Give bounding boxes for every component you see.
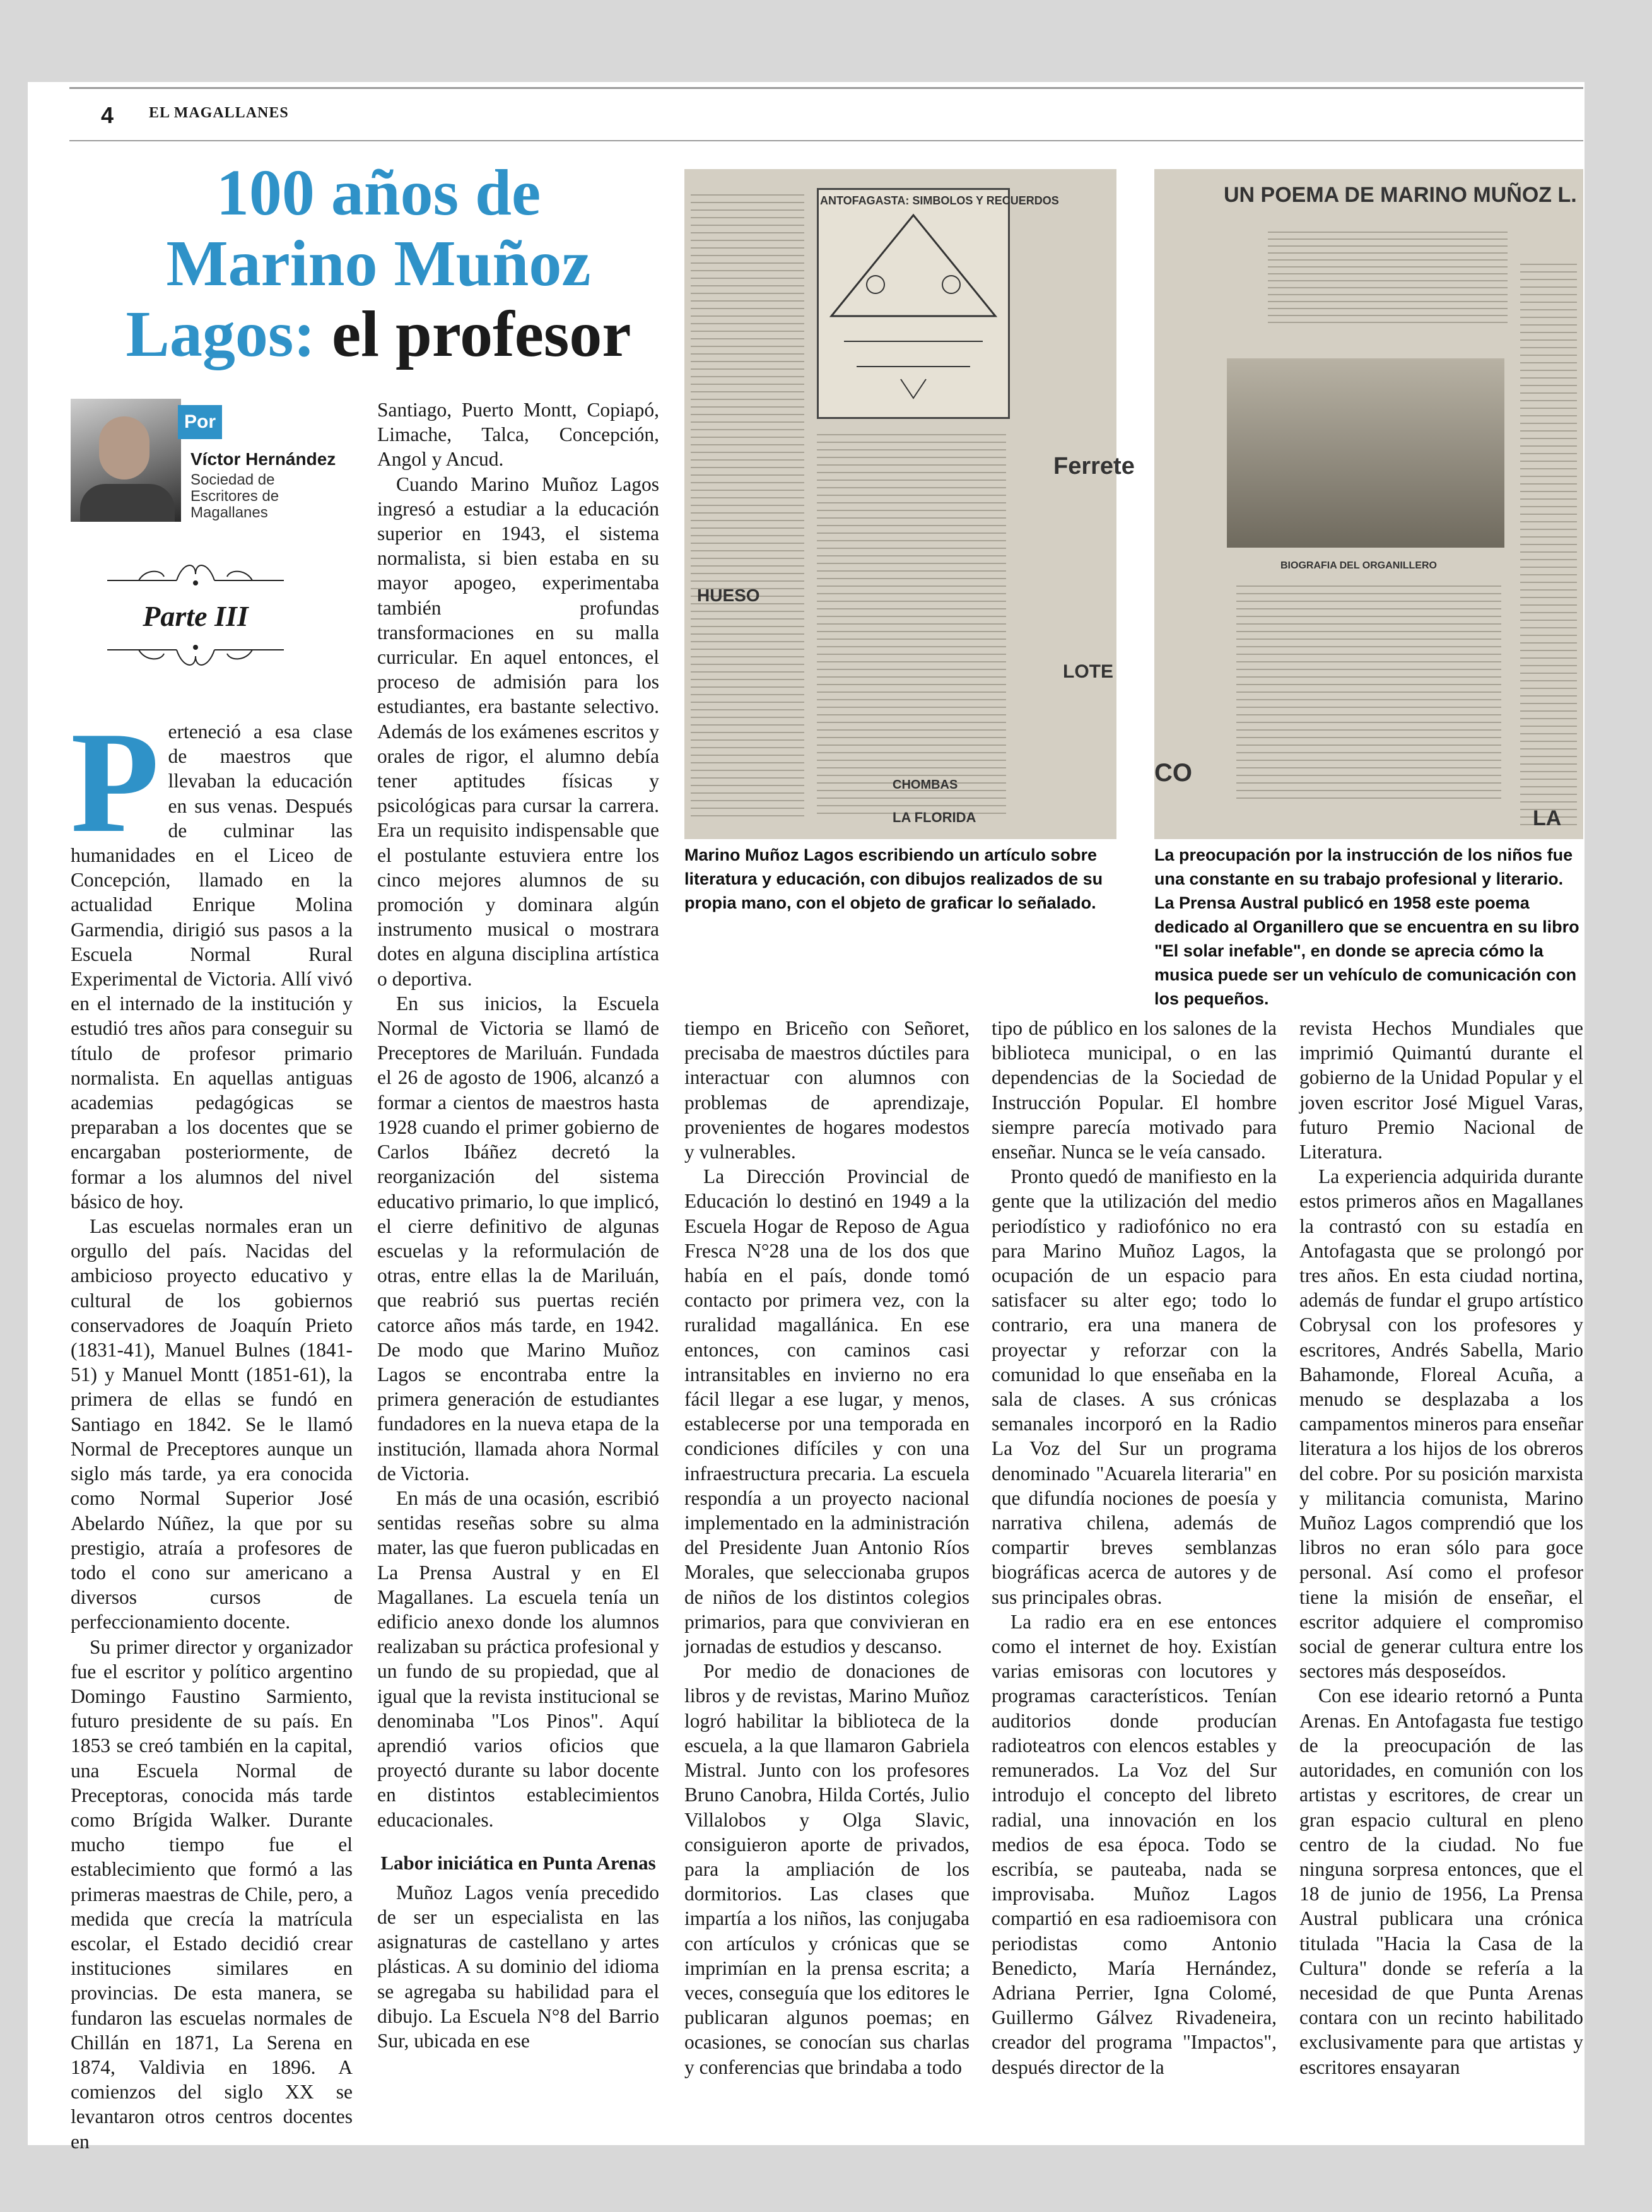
author-photo	[71, 399, 181, 522]
caption-left: Marino Muñoz Lagos escribiendo un artículo sobre literatura y educación, con dibujos realizados de su propia mano, con el objeto de graficar lo señalado.	[684, 845, 1103, 912]
title-line-2: Marino Muñoz	[166, 227, 591, 300]
text-block	[1520, 257, 1577, 825]
caption-right: La preocupación por la instrucción de los niños fue una constante en su trabajo profesional y literario. La Prensa Austral publicó en 1958 este poema dedicado al Organillero que se encuentra en su libro "El solar inefable", en donde se aprecia cómo la musica puede ser un vehículo de comunicación con los pequeños.	[1154, 845, 1579, 1008]
paragraph: En más de una ocasión, escribió sentidas reseñas sobre su alma mater, las que fueron publicadas en La Prensa Austral y en El Magallanes. La escuela tenía un edificio anexo donde los alumnos realizaban su práctica profesional y un fundo de su propiedad, que al igual que la revista institucional se denominaba "Los Pinos". Aquí aprendió varios oficios que proyectó durante su labor docente en distintos establecimientos educacionales.	[377, 1486, 659, 1831]
ornament-bottom-icon	[101, 637, 290, 675]
paragraph: La Dirección Provincial de Educación lo destinó en 1949 a la Escuela Hogar de Reposo de Agua Fresca N°28 una de los dos que había en el país, donde tomó contacto por primera vez, con la ruralidad magallánica. En ese entonces, con caminos casi intransitables en invierno no era fácil llegar a ese lugar, y menos, establecerse por una temporada en condiciones difíciles y con una infraestructura precaria. La escuela respondía a un proyecto nacional implementado en la administración del Presidente Juan Antonio Ríos Morales, que seleccionaba grupos de niños de los distintos colegios primarios, para que convivieran en jornadas de estudios y descanso.	[684, 1165, 970, 1658]
children-drawing-icon	[819, 190, 1008, 417]
section-label: Parte III	[143, 600, 249, 632]
header-top-rule	[69, 87, 1583, 89]
text-block	[1236, 579, 1501, 800]
paragraph-text: erteneció a esa clase de maestros que llevaban la educación en sus venas. Después de culminar las humanidades en el Liceo de Concepción, llamado en la actualidad Enrique Molina Garmendia, dirigió sus pasos a la Escuela Normal Rural Experimental de Victoria. Allí vivó en el internado de la institución y estudió tres años para conseguir su título de profesor primario normalista. En aquellas antiguas academias pedagógicas se preparaban a los docentes que se encargaban posteriormente, de formar a los alumnos del nivel básico de hoy.	[71, 721, 353, 1213]
author-affiliation: Sociedad de Escritores de Magallanes	[190, 471, 279, 521]
paragraph: revista Hechos Mundiales que imprimió Quimantú durante el gobierno de la Unidad Popular y el joven escritor José Miguel Varas, futuro Premio Nacional de Literatura.	[1299, 1017, 1583, 1163]
ornament-top-icon	[101, 555, 290, 593]
page-header	[69, 90, 1583, 140]
text-block	[691, 188, 804, 819]
ad-text: LA FLORIDA	[893, 809, 976, 825]
subheading: Labor iniciática en Punta Arenas	[380, 1851, 656, 1874]
title-line-1: 100 años de	[216, 156, 541, 229]
clipping-subhead: BIOGRAFIA DEL ORGANILLERO	[1280, 560, 1437, 571]
ad-text: LOTE	[1063, 661, 1113, 682]
paragraph: En sus inicios, la Escuela Normal de Victoria se llamó de Preceptores de Mariluán. Fundada el 26 de agosto de 1906, alcanzó a formar a cientos de maestros hasta 1928 cuando el primer gobierno de Carlos Ibáñez decretó la reorganización del sistema educativo primario, lo que implicó, el cierre definitivo de algunas escuelas y la reformulación de otras, entre ellas la de Mariluán, que reabrió sus puertas recién catorce años más tarde, en 1942. De modo que Marino Muñoz Lagos se encontraba entre la primera generación de estudiantes fundadores en la nueva etapa de la institución, llamada ahora Normal de Victoria.	[377, 992, 659, 1485]
paragraph: tiempo en Briceño con Señoret, precisaba de maestros dúctiles para interactuar con alumnos con problemas de aprendizaje, provenientes de hogares modestos y vulnerables.	[684, 1017, 970, 1163]
drawing-frame	[817, 188, 1010, 419]
paragraph: La experiencia adquirida durante estos primeros años en Magallanes la contrastó con su estadía en Antofagasta que se prolongó por tres años. En esta ciudad nortina, además de fundar el grupo artístico Cobrysal con los profesores y escritores, Andrés Sabella, Mario Bahamonde, Floreal Acuña, a menudo se desplazaba a los campamentos mineros para enseñar literatura a los hijos de los obreros del cobre. Por su posición marxista y militancia comunista, Marino Muñoz Lagos comprendió que los libros no eran sólo para goce personal. Así como el profesor tiene la misión de enseñar, el escritor adquiere el compromiso social de generar cultura entre los sectores más desposeídos.	[1299, 1165, 1583, 1683]
title-line-3a: Lagos:	[126, 298, 315, 370]
author-name: Víctor Hernández	[190, 449, 336, 469]
paragraph: Muñoz Lagos venía precedido de ser un especialista en las asignaturas de castellano y artes plásticas. A su dominio del idioma se agregaba su habilidad para el dibujo. La Escuela N°8 del Barrio Sur, ubicada en ese	[377, 1881, 659, 2052]
article-column-5	[1299, 1016, 1583, 2080]
byline	[71, 399, 342, 525]
drop-cap: P	[71, 702, 160, 862]
paragraph: Pronto quedó de manifiesto en la gente que la utilización del medio periodístico y radiofónico no era para Marino Muñoz Lagos, la ocupación de un espacio para satisfacer su alter ego; todo lo contrario, era una manera de proyectar y reforzar con la comunidad lo que enseñaba en la sala de clases. A sus crónicas semanales incorporó en la Radio La Voz del Sur un programa denominado "Acuarela literaria" en que difundía nociones de poesía y narrativa chilena, además de compartir breves semblanzas biográficas acerca de autores y de sus principales obras.	[992, 1165, 1277, 1608]
newspaper-name: EL MAGALLANES	[149, 105, 289, 121]
ad-text: Ferrete	[1053, 453, 1135, 479]
paragraph: Con ese ideario retornó a Punta Arenas. En Antofagasta fue testigo de la preocupación de las autoridades, en comunión con los artistas y escritores, de crear un gran espacio cultural en pleno centro de la ciudad. No fue ninguna sorpresa entonces, que el 18 de junio de 1956, La Prensa Austral publicara una crónica titulada "Hacia la Casa de la Cultura" donde se refería a la necesidad de que Punta Arenas contara con un recinto habilitado exclusivamente para que artistas y escritores ensayaran	[1299, 1685, 1583, 2078]
ad-text: CO	[1154, 759, 1192, 787]
article-column-2	[377, 397, 659, 2053]
paragraph: La radio era en ese entonces como el internet de hoy. Existían varias emisoras con locutores y programas característicos. Tenían auditorios donde producían radioteatros con elencos estables y remunerados. La Voz del Sur introdujo el concepto del libreto radial, una innovación en los medios de esa época. Todo se escribía, se pauteaba, nada se improvisaba. Muñoz Lagos compartió en esa radioemisora con periodistas como Antonio Benedicto, María Hernández, Adriana Perrier, Igna Colomé, Guillermo Gálvez Rivadeneira, creador del programa "Impactos", después director de la	[992, 1610, 1277, 2078]
header-bottom-rule	[69, 140, 1583, 141]
paragraph	[71, 702, 353, 1214]
ad-text: LA	[1533, 806, 1562, 830]
paragraph: Cuando Marino Muñoz Lagos ingresó a estudiar a la educación superior en 1943, el sistema normalista, si bien estaba en su mayor apogeo, experimentaba también profundas transformaciones en su malla curricular. En aquel entonces, el proceso de admisión para los estudiantes, era bastante selectivo. Además de los exámenes escritos y orales de rigor, el alumno debía tener aptitudes físicas y psicológicas para cursar la carrera. Era un requisito indispensable que el postulante estuviera entre los cinco mejores alumnos de su promoción y dominara algún instrumento musical o mostrara dotes en alguna disciplina artística o deportiva.	[377, 473, 659, 990]
article-title	[95, 158, 662, 370]
newspaper-clipping-right	[1154, 169, 1583, 839]
paragraph: Su primer director y organizador fue el escritor y político argentino Domingo Faustino Sarmiento, futuro presidente de su país. En 1853 se creó también en la capital, una Escuela Normal de Preceptoras, conocida más tarde como Brígida Walker. Durante mucho tiempo fue el establecimiento que formó a las primeras maestras de Chile, pero, a medida que crecía la matrícula escolar, el Estado decidió crear instituciones similares en provincias. De esta manera, se fundaron las escuelas normales de Chillán en 1871, La Serena en 1874, Valdivia en 1896. A comienzos del siglo XX se levantaron otros centros docentes en	[71, 1635, 353, 2153]
text-block	[1268, 226, 1508, 327]
title-line-3b: el profesor	[331, 298, 631, 370]
paragraph: Santiago, Puerto Montt, Copiapó, Limache, Talca, Concepción, Angol y Ancud.	[377, 399, 659, 471]
classroom-photo	[1227, 358, 1504, 548]
paragraph: Por medio de donaciones de libros y de revistas, Marino Muñoz logró habilitar la biblioteca de la escuela, a la que llamaron Gabriela Mistral. Junto con los profesores Bruno Canobra, Hilda Cortés, Julio Villalobos y Olga Slavic, consiguieron aporte de privados, para la ampliación de los dormitorios. Las clases que impartía a los niños, las conjugaba con artículos y crónicas que se imprimían en la prensa escrita; a veces, conseguía que los editores le publicaran algunos poemas; en ocasiones, se conocían sus charlas y conferencias que brindaba a todo	[684, 1660, 970, 2078]
ad-text: HUESO	[697, 585, 760, 605]
page-number: 4	[101, 102, 114, 128]
ad-text: CHOMBAS	[893, 778, 958, 792]
paragraph: tipo de público en los salones de la biblioteca municipal, o en las dependencias de la Sociedad de Instrucción Popular. El hombre siempre parecía motivado para enseñar. Nunca se le veía cansado.	[992, 1017, 1277, 1163]
clipping-headline: UN POEMA DE MARINO MUÑOZ L.	[1224, 183, 1577, 207]
article-column-1	[71, 702, 353, 2154]
newspaper-clipping-left	[684, 169, 1135, 839]
paragraph: Las escuelas normales eran un orgullo del país. Nacidas del ambicioso proyecto educativo y cultural de los gobiernos conservadores de Joaquín Prieto (1831-41), Manuel Bulnes (1841-51) y Manuel Montt (1851-61), la primera de ellas se fundó en Santiago en 1842. Se le llamó Normal de Preceptores aunque un siglo más tarde, ya era conocida como Normal Superior José Abelardo Núñez, la que por su prestigio, atraía a profesores de todo el cono sur americano a diversos cursos de perfeccionamiento docente.	[71, 1215, 353, 1633]
text-block	[817, 428, 1006, 819]
clipping-headline: ANTOFAGASTA: SIMBOLOS Y RECUERDOS	[820, 194, 1059, 207]
article-column-3	[684, 1016, 970, 2080]
por-label: Por	[178, 405, 222, 439]
article-column-4	[992, 1016, 1277, 2080]
